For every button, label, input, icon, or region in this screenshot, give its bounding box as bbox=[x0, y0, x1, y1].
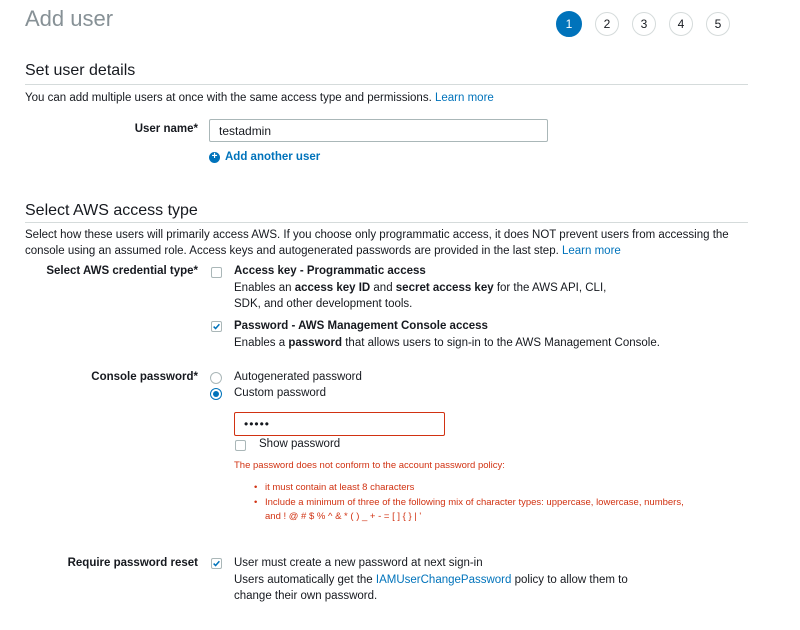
credential-type-label: Select AWS credential type* bbox=[46, 265, 198, 277]
step-2[interactable]: 2 bbox=[595, 12, 619, 36]
access-type-heading: Select AWS access type bbox=[25, 202, 198, 219]
step-4[interactable]: 4 bbox=[669, 12, 693, 36]
autogenerated-password-label: Autogenerated password bbox=[234, 371, 362, 383]
plus-circle-icon: + bbox=[209, 152, 220, 163]
add-another-user-label: Add another user bbox=[225, 151, 321, 163]
show-password-checkbox[interactable] bbox=[235, 440, 246, 451]
console-access-title: Password - AWS Management Console access bbox=[234, 320, 488, 332]
desc-bold: password bbox=[288, 337, 343, 349]
autogenerated-password-radio[interactable] bbox=[210, 372, 222, 384]
step-3[interactable]: 3 bbox=[632, 12, 656, 36]
info-text: policy to allow them to change their own password. bbox=[234, 574, 628, 602]
error-item: • Include a minimum of three of the following mix of character types: uppercase, lowercase, numbers, and ! @ # $ % ^ & * ( ) _ + - = [ ] { } | ' bbox=[250, 496, 690, 525]
access-type-description-text: Select how these users will primarily access AWS. If you choose only programmatic access, it does NOT prevent users from accessing the console using an assumed role. Access keys and autogenerated passwords are provided in the last step. bbox=[25, 229, 729, 257]
password-error-title: The password does not conform to the account password policy: bbox=[234, 460, 505, 471]
access-key-description bbox=[234, 280, 634, 312]
divider bbox=[25, 84, 748, 85]
custom-password-label: Custom password bbox=[234, 387, 327, 399]
console-access-description bbox=[234, 335, 664, 351]
desc-text: and bbox=[370, 282, 396, 294]
password-reset-label: Require password reset bbox=[67, 557, 198, 569]
policy-link[interactable]: IAMUserChangePassword bbox=[375, 574, 512, 586]
learn-more-link[interactable]: Learn more bbox=[562, 245, 621, 257]
access-key-checkbox[interactable] bbox=[211, 267, 222, 278]
step-5[interactable]: 5 bbox=[706, 12, 730, 36]
error-item: • it must contain at least 8 characters bbox=[250, 481, 690, 496]
access-type-description bbox=[25, 227, 750, 259]
custom-password-radio[interactable] bbox=[210, 388, 222, 400]
user-details-heading: Set user details bbox=[25, 62, 136, 79]
desc-text: Enables a bbox=[234, 337, 289, 349]
desc-bold: secret access key bbox=[395, 282, 494, 294]
learn-more-link[interactable]: Learn more bbox=[434, 92, 494, 104]
checkmark-icon bbox=[212, 321, 221, 332]
desc-text: for the AWS API, CLI, SDK, and other development tools. bbox=[234, 282, 607, 310]
password-input[interactable] bbox=[234, 412, 445, 436]
step-1[interactable]: 1 bbox=[556, 11, 582, 37]
show-password-label: Show password bbox=[259, 438, 341, 450]
console-access-checkbox[interactable] bbox=[211, 321, 222, 332]
wizard-steps bbox=[556, 12, 730, 37]
password-reset-checkbox[interactable] bbox=[211, 558, 222, 569]
desc-bold: access key ID bbox=[294, 282, 371, 294]
user-details-description bbox=[25, 90, 750, 106]
page-title: Add user bbox=[25, 6, 114, 31]
info-text: Users automatically get the bbox=[234, 574, 376, 586]
desc-text: Enables an bbox=[234, 282, 295, 294]
console-password-label: Console password* bbox=[91, 371, 198, 383]
desc-text: that allows users to sign-in to the AWS Management Console. bbox=[342, 337, 660, 349]
access-key-title: Access key - Programmatic access bbox=[234, 265, 426, 277]
add-another-user-button[interactable] bbox=[209, 151, 320, 163]
password-reset-info bbox=[234, 572, 644, 604]
password-error-list bbox=[250, 481, 690, 525]
user-name-input[interactable] bbox=[209, 119, 548, 142]
password-reset-text: User must create a new password at next sign-in bbox=[234, 557, 483, 569]
checkmark-icon bbox=[212, 558, 221, 569]
user-name-label: User name* bbox=[134, 123, 198, 135]
divider bbox=[25, 222, 748, 223]
user-details-description-text: You can add multiple users at once with the same access type and permissions. bbox=[25, 92, 432, 104]
